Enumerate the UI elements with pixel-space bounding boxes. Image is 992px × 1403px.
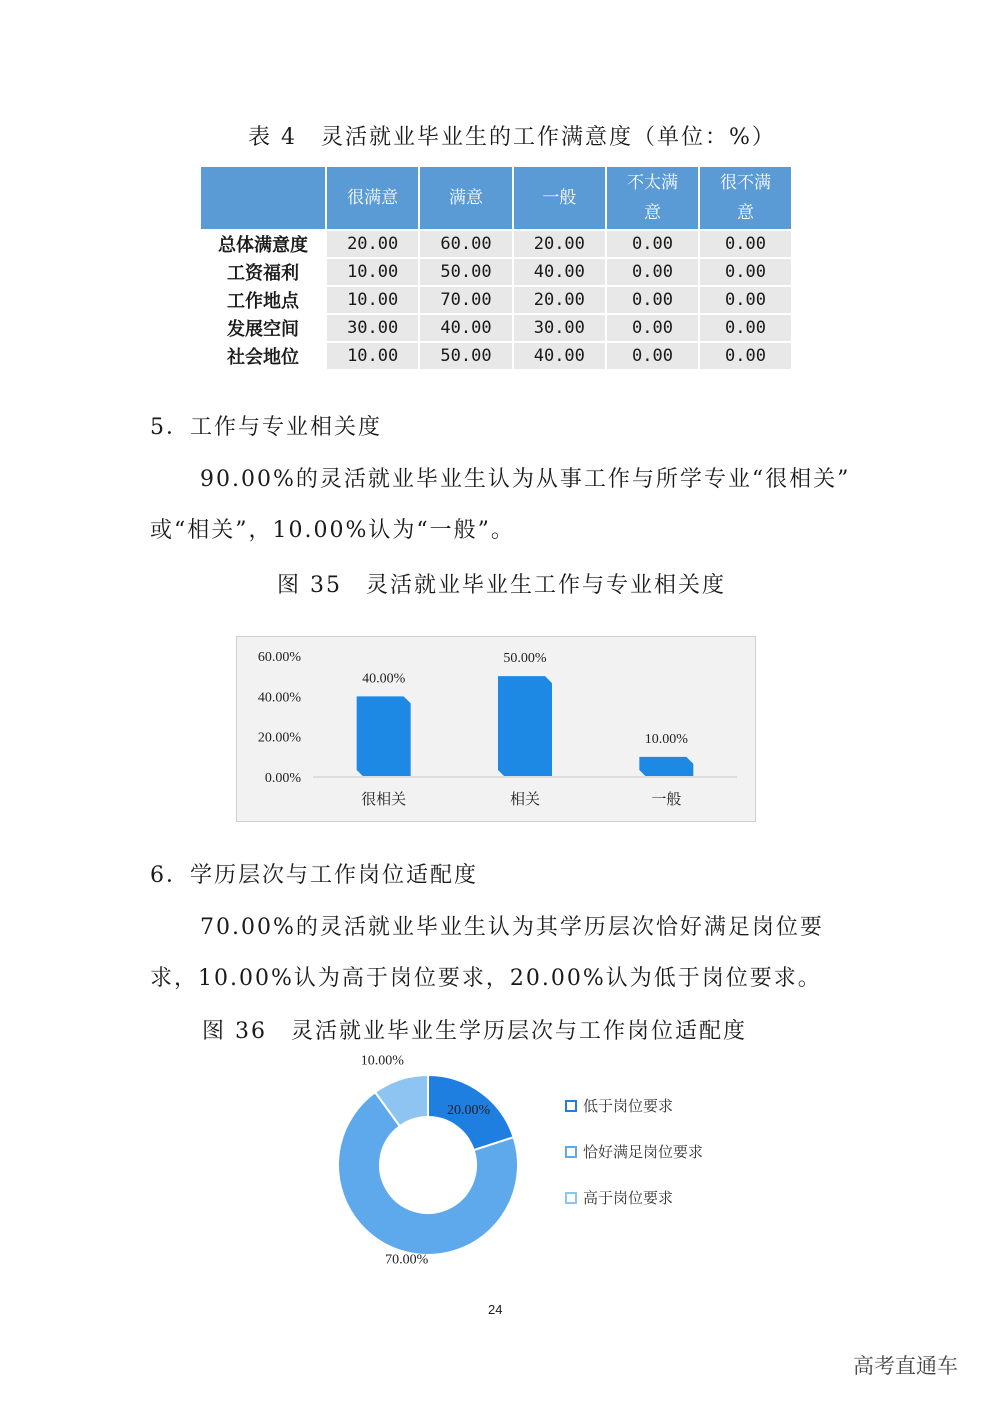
legend-label: 恰好满足岗位要求 xyxy=(583,1145,704,1161)
paragraph-line: 或“相关”，10.00%认为“一般”。 xyxy=(150,518,515,543)
table-cell: 10.00 xyxy=(327,259,418,285)
table-cell: 20.00 xyxy=(514,287,605,313)
table-cell: 70.00 xyxy=(420,287,511,313)
x-tick-label: 相关 xyxy=(509,792,541,808)
table-cell: 0.00 xyxy=(700,343,791,369)
page-number: 24 xyxy=(488,1302,503,1317)
table-cell: 10.00 xyxy=(327,287,418,313)
donut-chart xyxy=(263,1053,715,1268)
legend-label: 高于岗位要求 xyxy=(583,1191,674,1207)
slice-value-label: 20.00% xyxy=(446,1103,491,1119)
bar xyxy=(498,676,552,776)
table-cell: 40.00 xyxy=(420,315,511,341)
slice-value-label: 10.00% xyxy=(360,1053,404,1069)
table-cell: 60.00 xyxy=(420,231,511,257)
table-cell: 30.00 xyxy=(327,315,418,341)
x-tick-label: 一般 xyxy=(651,792,682,808)
table-cell: 0.00 xyxy=(700,315,791,341)
row-label: 总体满意度 xyxy=(201,231,325,257)
table-cell: 0.00 xyxy=(607,259,698,285)
legend-swatch xyxy=(566,1193,576,1203)
y-tick-label: 60.00% xyxy=(257,650,301,665)
y-tick-label: 0.00% xyxy=(264,771,301,786)
y-tick-label: 20.00% xyxy=(257,730,301,746)
table-row xyxy=(201,231,791,257)
header-very-unsatisfied: 很不满 意 xyxy=(700,167,791,229)
table-cell: 10.00 xyxy=(327,343,418,369)
x-tick-label: 很相关 xyxy=(361,792,407,808)
bar-value-label: 10.00% xyxy=(644,731,688,747)
table-cell: 40.00 xyxy=(514,343,605,369)
table-header-row xyxy=(201,167,791,229)
header-very-satisfied: 很满意 xyxy=(327,167,418,229)
slice-value-label: 70.00% xyxy=(385,1252,429,1268)
bar-value-label: 50.00% xyxy=(503,651,547,667)
table-row xyxy=(201,343,791,369)
table-row xyxy=(201,259,791,285)
figure-caption: 图 35 灵活就业毕业生工作与专业相关度 xyxy=(277,573,726,598)
legend-swatch xyxy=(566,1101,576,1111)
table-row xyxy=(201,315,791,341)
table-cell: 0.00 xyxy=(607,315,698,341)
bar xyxy=(639,757,693,776)
figure-caption: 图 36 灵活就业毕业生学历层次与工作岗位适配度 xyxy=(202,1019,747,1044)
legend-label: 低于岗位要求 xyxy=(583,1099,674,1115)
row-label: 社会地位 xyxy=(201,343,325,369)
table-cell: 0.00 xyxy=(700,287,791,313)
paragraph-line: 70.00%的灵活就业毕业生认为其学历层次恰好满足岗位要 xyxy=(200,915,824,940)
table-caption: 表 4 灵活就业毕业生的工作满意度（单位：%） xyxy=(248,125,776,150)
table-cell: 0.00 xyxy=(607,287,698,313)
paragraph-line: 90.00%的灵活就业毕业生认为从事工作与所学专业“很相关” xyxy=(200,467,851,492)
table-cell: 40.00 xyxy=(514,259,605,285)
y-tick-label: 40.00% xyxy=(257,690,301,706)
donut-chart-svg xyxy=(263,1053,715,1268)
bar-chart xyxy=(236,636,756,822)
header-neutral: 一般 xyxy=(514,167,605,229)
row-label: 工资福利 xyxy=(201,259,325,285)
header-not-satisfied: 不太满 意 xyxy=(607,167,698,229)
table-cell: 50.00 xyxy=(420,343,511,369)
table-cell: 0.00 xyxy=(607,343,698,369)
bar xyxy=(357,696,411,776)
section-heading: 6．学历层次与工作岗位适配度 xyxy=(150,863,478,888)
row-label: 工作地点 xyxy=(201,287,325,313)
table-cell: 30.00 xyxy=(514,315,605,341)
table-corner-cell xyxy=(201,167,325,229)
bar-value-label: 40.00% xyxy=(362,671,406,687)
legend-swatch xyxy=(566,1147,576,1157)
bar-chart-svg xyxy=(237,637,755,821)
table-cell: 0.00 xyxy=(700,231,791,257)
table-cell: 0.00 xyxy=(700,259,791,285)
satisfaction-table xyxy=(199,165,793,371)
watermark-text: 高考直通车 xyxy=(853,1354,958,1378)
table-cell: 20.00 xyxy=(514,231,605,257)
paragraph-line: 求，10.00%认为高于岗位要求，20.00%认为低于岗位要求。 xyxy=(150,966,822,991)
table-row xyxy=(201,287,791,313)
table-cell: 0.00 xyxy=(607,231,698,257)
table-cell: 20.00 xyxy=(327,231,418,257)
table-cell: 50.00 xyxy=(420,259,511,285)
header-satisfied: 满意 xyxy=(420,167,511,229)
row-label: 发展空间 xyxy=(201,315,325,341)
section-heading: 5．工作与专业相关度 xyxy=(150,415,382,440)
